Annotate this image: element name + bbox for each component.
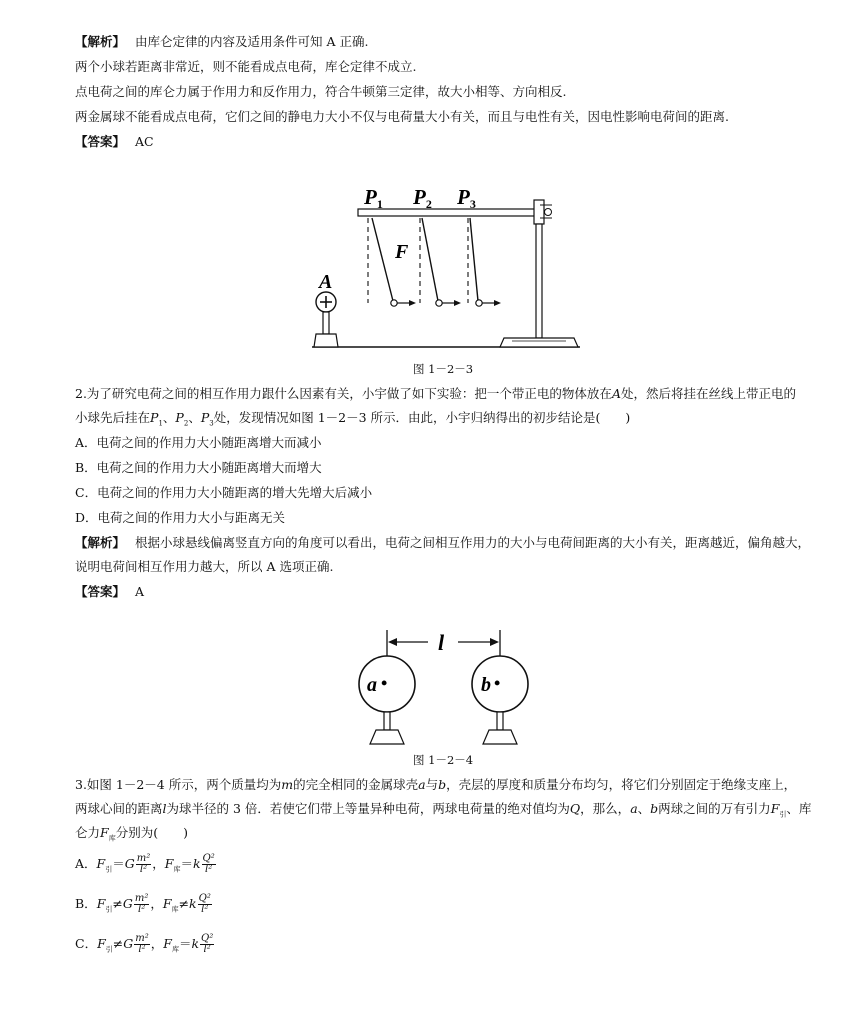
question-3-option-b: B．$F_引\ne G$ $\frac{\text{m²}}{\text{l²}}$ ，$F_库\ne k$ $\frac{\text{Q²}}{\text{l²}}$ <box>75 893 211 915</box>
question-3-stem-line-1: 3.如图 1－2－4 所示，两个质量均为m的完全相同的金属球壳a与b，壳层的厚度和质量分布均匀，将它们分别固定于绝缘支座上， <box>75 777 797 792</box>
figure-1-caption: 图 1－2－3 <box>413 362 474 376</box>
question-2-option-a: A．电荷之间的作用力大小随距离增大而减小 <box>75 435 322 450</box>
answer-1 <box>75 133 154 151</box>
analysis-tag: 【解析】 <box>75 34 126 49</box>
figure-two-spheres <box>0 625 860 755</box>
answer-2-value: A <box>135 584 145 599</box>
question-3-stem-line-3: 仑力$F_库$分别为( ) <box>75 825 188 843</box>
analysis-2-line-1: 【解析】 根据小球悬线偏离竖直方向的角度可以看出，电荷之间相互作用力的大小与电荷间距离的大小有关，距离越近，偏角越大， <box>75 535 811 550</box>
answer-1-value: AC <box>135 134 154 149</box>
question-2-option-d: D．电荷之间的作用力大小与距离无关 <box>75 510 286 525</box>
question-2-option-c: C．电荷之间的作用力大小随距离的增大先增大后减小 <box>75 485 373 500</box>
analysis-tag: 【解析】 <box>75 535 126 550</box>
label-force: F <box>395 241 409 263</box>
label-p1: P1 <box>364 185 383 211</box>
question-3-option-c: C．$F_引\ne G$ $\frac{\text{m²}}{\text{l²}}$ ，$F_库=k$ $\frac{\text{Q²}}{\text{l²}}$ <box>75 933 214 955</box>
question-3-stem-line-2: 两球心间的距离l为球半径的 3 倍．若使它们带上等量异种电荷，两球电荷量的绝对值均为Q，那么，a、b两球之间的万有引力$F_引$、库 <box>75 801 812 819</box>
analysis-1-line-3: 点电荷之间的库仑力属于作用力和反作用力，符合牛顿第三定律，故大小相等、方向相反. <box>75 84 567 99</box>
figure-2-caption: 图 1－2－4 <box>413 753 474 767</box>
dot-a: • <box>381 673 388 693</box>
analysis-1-line-4: 两金属球不能看成点电荷，它们之间的静电力大小不仅与电荷量大小有关，而且与电性有关，因电性影响电荷间的距离. <box>75 109 729 124</box>
label-a-sphere: a <box>367 674 377 696</box>
question-2-option-b: B．电荷之间的作用力大小随距离增大而增大 <box>75 460 322 475</box>
label-p2: P2 <box>413 185 432 211</box>
analysis-1-line-1: 【解析】 由库仑定律的内容及适用条件可知 A 正确. <box>75 34 369 49</box>
figure-pendulum-apparatus <box>0 180 860 370</box>
dot-b: • <box>494 673 501 693</box>
answer-tag: 【答案】 <box>75 134 126 149</box>
question-2-stem-line-2: 小球先后挂在$P_1$、$P_2$、$P_3$处，发现情况如图 1－2－3 所示．由此，小宇归纳得出的初步结论是( ) <box>75 410 631 428</box>
label-a: A <box>319 271 333 293</box>
question-2-stem-line-1: 2.为了研究电荷之间的相互作用力跟什么因素有关，小宇做了如下实验：把一个带正电的物体放在A处，然后将挂在丝线上带正电的 <box>75 386 796 401</box>
question-3-option-a: A．$F_引=G$ $\frac{\text{m²}}{\text{l²}}$ ，$F_库=k$ $\frac{\text{Q²}}{\text{l²}}$ <box>75 853 215 875</box>
answer-2 <box>75 583 144 601</box>
label-l: l <box>438 630 445 655</box>
analysis-2-line-2: 说明电荷间相互作用力越大，所以 A 选项正确. <box>75 559 334 574</box>
analysis-1-line-2: 两个小球若距离非常近，则不能看成点电荷，库仑定律不成立. <box>75 59 417 74</box>
answer-tag: 【答案】 <box>75 584 126 599</box>
label-b-sphere: b <box>481 674 491 696</box>
label-p3: P3 <box>457 185 476 211</box>
